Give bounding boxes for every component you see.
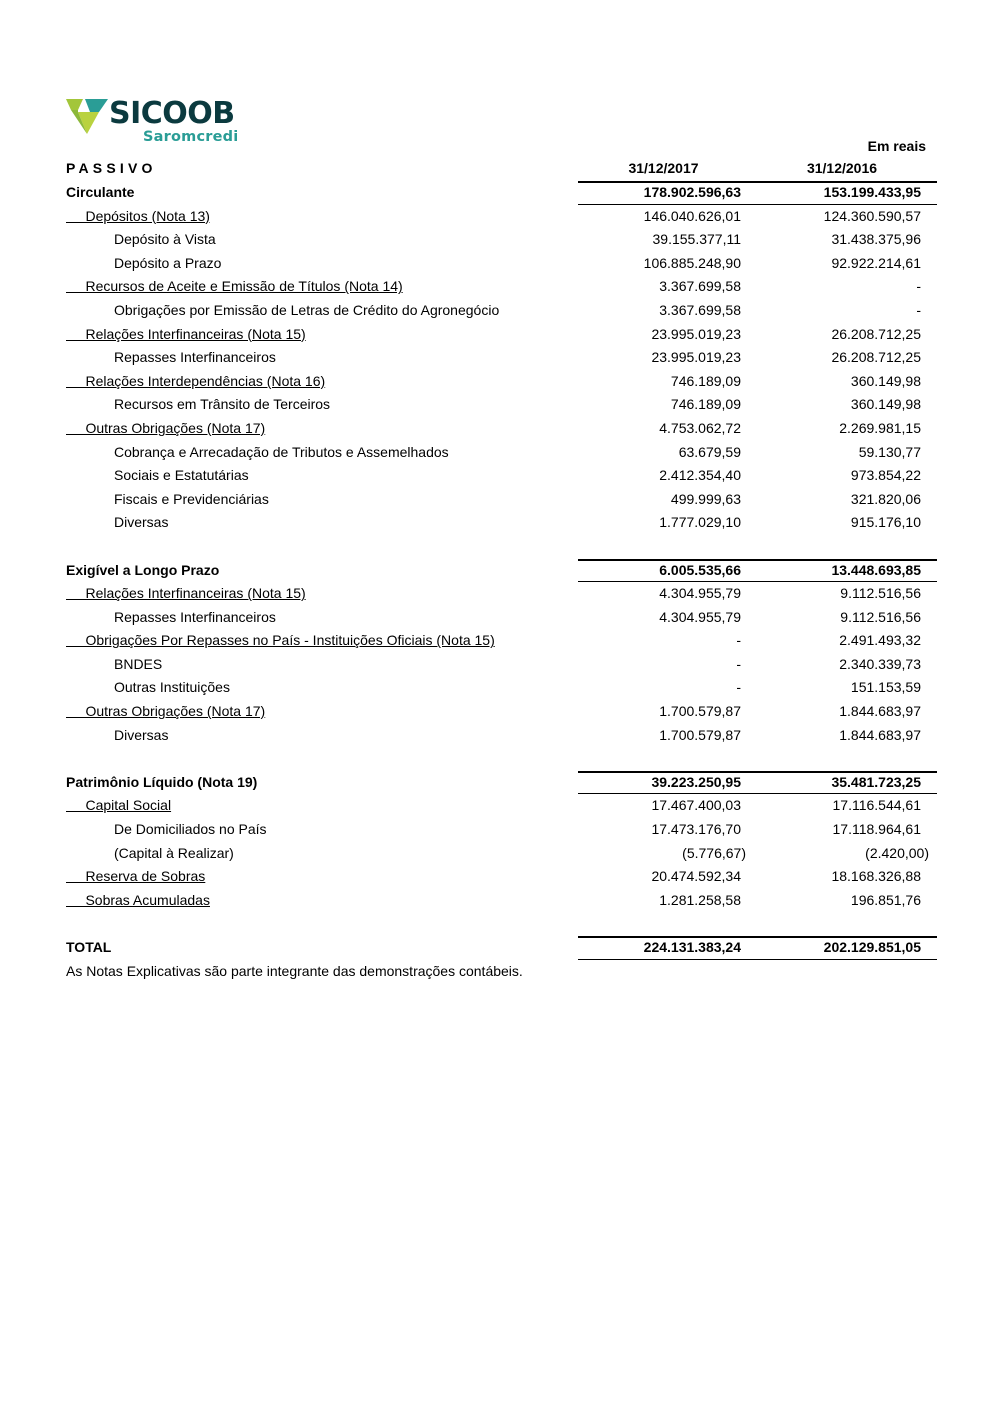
- value-2017: 39.223.250,95: [578, 771, 749, 795]
- group-row: [66, 323, 930, 347]
- row-label: (Capital à Realizar): [114, 844, 234, 861]
- row-label: Outras Obrigações (Nota 17): [85, 419, 266, 436]
- row-label: Recursos em Trânsito de Terceiros: [114, 396, 331, 413]
- value-2017: 3.367.699,58: [659, 278, 741, 295]
- value-2017: 746.189,09: [670, 372, 741, 389]
- value-2017: -: [736, 655, 741, 672]
- value-2016: 13.448.693,85: [755, 559, 929, 583]
- value-2016: 2.269.981,15: [839, 419, 921, 436]
- row-label: Circulante: [66, 184, 135, 200]
- value-2017: 1.281.258,58: [659, 891, 741, 908]
- sicoob-triangle-icon: [66, 99, 108, 135]
- table-row: [66, 299, 930, 323]
- value-2017: 224.131.383,24: [578, 936, 749, 960]
- row-label: Patrimônio Líquido (Nota 19): [66, 773, 258, 790]
- value-2017: 2.412.354,40: [659, 467, 741, 484]
- table-row: [66, 441, 930, 465]
- row-label: Depósito à Vista: [114, 231, 216, 248]
- value-2016: 360.149,98: [850, 396, 921, 413]
- value-2016: 26.208.712,25: [831, 325, 921, 342]
- value-2017: 39.155.377,11: [652, 231, 741, 248]
- column-header-2016: 31/12/2016: [806, 160, 878, 176]
- value-2016: 2.491.493,32: [839, 632, 921, 649]
- value-2017: 23.995.019,23: [651, 349, 741, 366]
- balance-sheet-table: [66, 181, 930, 960]
- value-2017: 4.304.955,79: [659, 608, 741, 625]
- table-row: [66, 653, 930, 677]
- currency-unit-label: Em reais: [867, 138, 926, 154]
- value-2016: (2.420,00): [865, 844, 929, 861]
- group-row: [66, 794, 930, 818]
- row-label: Outras Instituições: [114, 679, 230, 696]
- value-2016: 26.208.712,25: [831, 349, 921, 366]
- row-label: Diversas: [114, 514, 169, 531]
- value-2016: 973.854,22: [850, 467, 921, 484]
- value-2017: 3.367.699,58: [659, 301, 741, 318]
- table-row: [66, 393, 930, 417]
- value-2017: 1.700.579,87: [659, 726, 741, 743]
- spacer-row: [66, 535, 930, 559]
- row-label: Recursos de Aceite e Emissão de Títulos (Nota 14): [85, 278, 403, 295]
- table-row: [66, 676, 930, 700]
- row-label: Depósito a Prazo: [114, 254, 222, 271]
- row-label: Repasses Interfinanceiros: [114, 608, 276, 625]
- value-2016: 124.360.590,57: [823, 207, 921, 224]
- table-row: [66, 511, 930, 535]
- group-row: [66, 582, 930, 606]
- value-2017: -: [736, 679, 741, 696]
- spacer-row: [66, 747, 930, 771]
- row-label: Fiscais e Previdenciárias: [114, 490, 269, 507]
- value-2016: 31.438.375,96: [831, 231, 921, 248]
- value-2016: 18.168.326,88: [831, 868, 921, 885]
- value-2017: 20.474.592,34: [651, 868, 741, 885]
- value-2016: 202.129.851,05: [755, 936, 929, 960]
- sicoob-logo: [66, 96, 241, 149]
- value-2017: 106.885.248,90: [643, 254, 741, 271]
- value-2017: -: [736, 632, 741, 649]
- row-label: Depósitos (Nota 13): [85, 207, 210, 224]
- value-2016: 151.153,59: [850, 679, 921, 696]
- row-label: Relações Interfinanceiras (Nota 15): [85, 585, 306, 602]
- value-2016: 35.481.723,25: [755, 771, 929, 795]
- value-2016: 915.176,10: [850, 514, 921, 531]
- value-2016: 17.118.964,61: [832, 821, 921, 838]
- group-row: [66, 865, 930, 889]
- row-label: Repasses Interfinanceiros: [114, 349, 276, 366]
- row-label: Relações Interfinanceiras (Nota 15): [85, 325, 306, 342]
- value-2016: 1.844.683,97: [839, 703, 921, 720]
- value-2017: 1.700.579,87: [659, 703, 741, 720]
- value-2017: (5.776,67): [682, 844, 746, 861]
- row-label: Exigível a Longo Prazo: [66, 561, 220, 578]
- row-label: Diversas: [114, 726, 169, 743]
- value-2017: 4.304.955,79: [659, 585, 741, 602]
- row-label: TOTAL: [66, 939, 112, 955]
- section-total-row: [66, 559, 930, 583]
- table-row: [66, 842, 930, 866]
- value-2016: 9.112.516,56: [840, 585, 921, 602]
- value-2017: 63.679,59: [678, 443, 741, 460]
- section-total-row: [66, 181, 930, 205]
- spacer-row: [66, 912, 930, 936]
- value-2016: 196.851,76: [850, 891, 921, 908]
- logo-subbrand: Saromcredi: [143, 129, 239, 145]
- value-2016: 1.844.683,97: [839, 726, 921, 743]
- group-row: [66, 700, 930, 724]
- table-row: [66, 818, 930, 842]
- group-row: [66, 417, 930, 441]
- value-2017: 178.902.596,63: [578, 181, 749, 205]
- value-2017: 17.467.400,03: [651, 797, 741, 814]
- value-2017: 23.995.019,23: [651, 325, 741, 342]
- table-row: [66, 488, 930, 512]
- column-header-2017: 31/12/2017: [628, 160, 699, 176]
- group-row: [66, 205, 930, 229]
- value-2016: 92.922.214,61: [831, 254, 921, 271]
- value-2016: -: [916, 278, 921, 295]
- group-row: [66, 370, 930, 394]
- row-label: Reserva de Sobras: [85, 868, 206, 885]
- table-row: [66, 724, 930, 748]
- table-row: [66, 346, 930, 370]
- value-2016: 17.116.544,61: [832, 797, 921, 814]
- value-2016: 59.130,77: [858, 443, 921, 460]
- value-2017: 6.005.535,66: [578, 559, 749, 583]
- section-total-row: [66, 936, 930, 960]
- row-label: Cobrança e Arrecadação de Tributos e Assemelhados: [114, 443, 449, 460]
- value-2016: 360.149,98: [850, 372, 921, 389]
- table-row: [66, 464, 930, 488]
- row-label: Relações Interdependências (Nota 16): [85, 372, 326, 389]
- row-label: Sociais e Estatutárias: [114, 467, 249, 484]
- value-2016: 153.199.433,95: [755, 181, 929, 205]
- value-2017: 146.040.626,01: [643, 207, 741, 224]
- statement-title: PASSIVO: [66, 160, 157, 176]
- value-2016: 2.340.339,73: [839, 655, 921, 672]
- value-2017: 17.473.176,70: [651, 821, 741, 838]
- row-label: Sobras Acumuladas: [85, 891, 210, 908]
- row-label: Obrigações por Emissão de Letras de Crédito do Agronegócio: [114, 301, 500, 318]
- value-2016: 321.820,06: [850, 490, 921, 507]
- table-header: [66, 160, 930, 180]
- value-2017: 1.777.029,10: [659, 514, 741, 531]
- group-row: [66, 889, 930, 913]
- table-row: [66, 228, 930, 252]
- value-2017: 4.753.062,72: [659, 419, 741, 436]
- value-2017: 746.189,09: [670, 396, 741, 413]
- value-2016: -: [916, 301, 921, 318]
- row-label: Obrigações Por Repasses no País - Instituições Oficiais (Nota 15): [85, 632, 495, 649]
- footnote: As Notas Explicativas são parte integrante das demonstrações contábeis.: [66, 963, 523, 979]
- section-total-row: [66, 771, 930, 795]
- value-2016: 9.112.516,56: [840, 608, 921, 625]
- table-row: [66, 252, 930, 276]
- row-label: Capital Social: [85, 797, 172, 814]
- logo-wordmark: SICOOB: [109, 96, 235, 131]
- group-row: [66, 629, 930, 653]
- table-row: [66, 606, 930, 630]
- row-label: BNDES: [114, 655, 163, 672]
- value-2017: 499.999,63: [670, 490, 741, 507]
- group-row: [66, 275, 930, 299]
- row-label: Outras Obrigações (Nota 17): [85, 703, 266, 720]
- row-label: De Domiciliados no País: [114, 821, 267, 838]
